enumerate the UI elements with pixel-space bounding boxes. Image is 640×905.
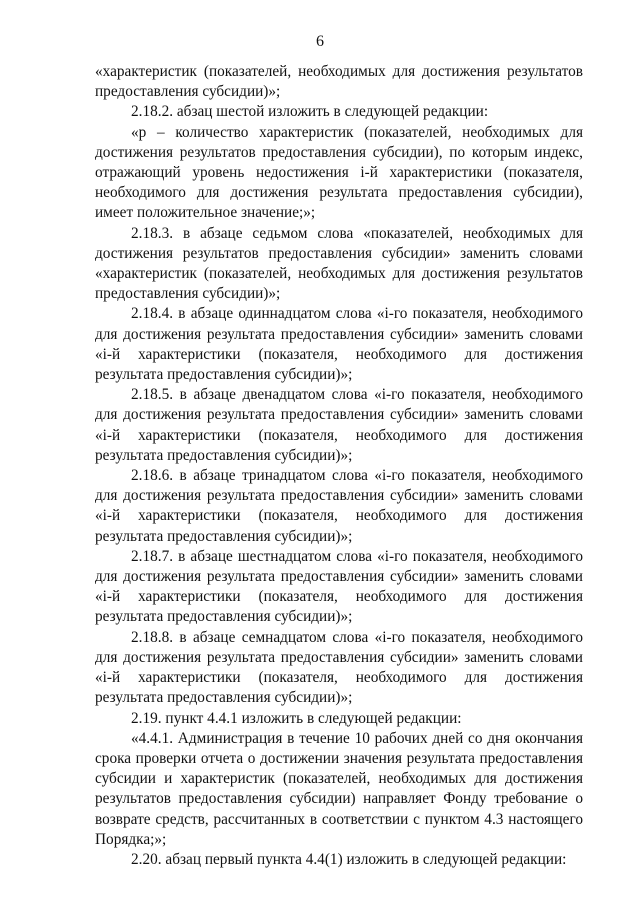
paragraph: 2.18.4. в абзаце одиннадцатом слова «i-го показателя, необходимого для достижения результата предоставления субсидии» заменить словами «i-й характеристики (показателя, необходимого для достижения результата предоставления субсидии)»; bbox=[95, 305, 583, 384]
document-body bbox=[95, 62, 583, 870]
paragraph: «p – количество характеристик (показателей, необходимых для достижения результатов предоставления субсидии), по которым индекс, отражающий уровень недостижения i-й характеристики (показателя, необходимого для достижения результата предоставления субсидии), имеет положительное значение;»; bbox=[95, 123, 583, 222]
paragraph: 2.18.2. абзац шестой изложить в следующей редакции: bbox=[131, 103, 489, 121]
paragraph: 2.18.5. в абзаце двенадцатом слова «i-го показателя, необходимого для достижения результата предоставления субсидии» заменить словами «i-й характеристики (показателя, необходимого для достижения результата предоставления субсидии)»; bbox=[95, 386, 583, 464]
paragraph: 2.19. пункт 4.4.1 изложить в следующей редакции: bbox=[131, 709, 462, 727]
paragraph: 2.18.7. в абзаце шестнадцатом слова «i-го показателя, необходимого для достижения результата предоставления субсидии» заменить словами «i-й характеристики (показателя, необходимого для достижения результата предоставления субсидии)»; bbox=[95, 547, 583, 626]
paragraph: 2.20. абзац первый пункта 4.4(1) изложить в следующей редакции: bbox=[131, 850, 567, 868]
page-number: 6 bbox=[316, 33, 324, 50]
paragraph: 2.18.3. в абзаце седьмом слова «показателей, необходимых для достижения результатов предоставления субсидии» заменить словами «характеристик (показателей, необходимых для достижения результатов предоставления субсидии)»; bbox=[95, 224, 583, 303]
paragraph: «4.4.1. Администрация в течение 10 рабочих дней со дня окончания срока проверки отчета о достижении значения результата предоставления субсидии и характеристик (показателей, необходимых для достижения результатов предоставления субсидии) направляет Фонду требование о возврате средств, рассчитанных в соответствии с пунктом 4.3 настоящего Порядка;»; bbox=[95, 729, 583, 848]
paragraph: 2.18.8. в абзаце семнадцатом слова «i-го показателя, необходимого для достижения результата предоставления субсидии» заменить словами «i-й характеристики (показателя, необходимого для достижения результата предоставления субсидии)»; bbox=[95, 628, 583, 707]
paragraph: «характеристик (показателей, необходимых для достижения результатов предоставления субсидии)»; bbox=[95, 63, 583, 101]
paragraph: 2.18.6. в абзаце тринадцатом слова «i-го показателя, необходимого для достижения результата предоставления субсидии» заменить словами «i-й характеристики (показателя, необходимого для достижения результата предоставления субсидии)»; bbox=[95, 467, 583, 545]
